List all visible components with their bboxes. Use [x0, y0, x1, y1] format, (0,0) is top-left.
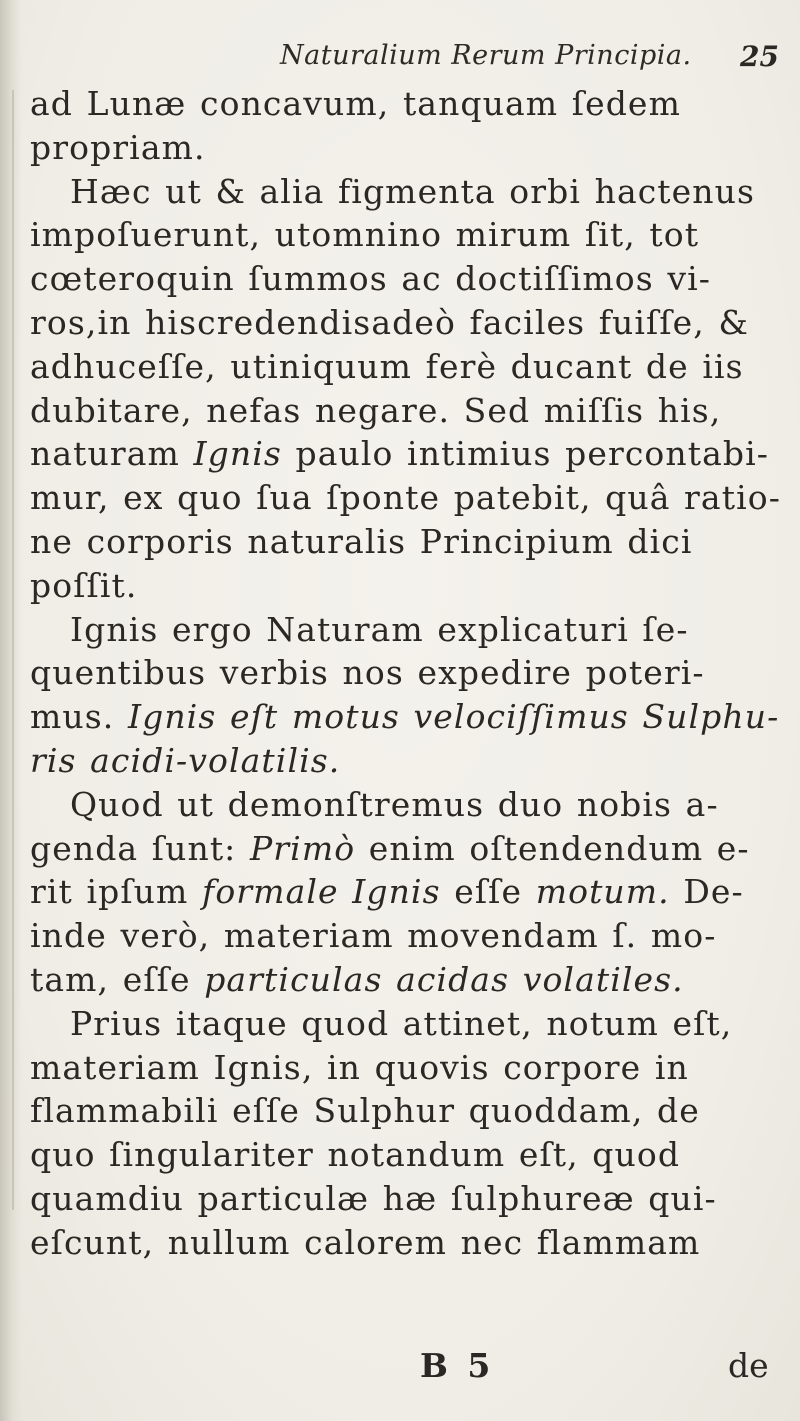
margin-rule — [12, 90, 14, 1210]
text-line — [30, 345, 790, 389]
text-run: poſſit. — [30, 565, 138, 605]
italic-text: particulas acidas volatiles. — [204, 959, 684, 999]
text-line — [30, 1133, 790, 1177]
text-run: enim oſtendendum e- — [355, 828, 750, 868]
text-run: naturam — [30, 434, 194, 474]
text-body — [30, 82, 790, 1265]
catchword: de — [728, 1346, 769, 1385]
text-run: quo ſingulariter notandum eſt, quod — [30, 1135, 681, 1175]
text-line — [30, 783, 790, 827]
text-run: quentibus verbis nos expedire poteri- — [30, 653, 705, 693]
text-line — [30, 257, 790, 301]
text-run: ne corporis naturalis Principium dici — [30, 521, 693, 561]
page-number: 25 — [740, 40, 779, 73]
text-line — [30, 1046, 790, 1090]
text-run: flammabili eſſe Sulphur quoddam, de — [30, 1091, 700, 1131]
text-run: eſſe — [440, 872, 536, 912]
text-run: genda ſunt: — [30, 828, 250, 868]
text-line — [30, 695, 790, 739]
text-run: rit ipſum — [30, 872, 203, 912]
text-run: impoſuerunt, utomnino mirum ſit, tot — [30, 215, 700, 255]
text-line — [30, 827, 790, 871]
text-line — [30, 476, 790, 520]
text-line — [30, 213, 790, 257]
text-run: quamdiu particulæ hæ ſulphureæ qui- — [30, 1178, 717, 1218]
text-run: Quod ut demonſtremus duo nobis a- — [70, 784, 719, 824]
italic-text: formale Ignis — [202, 872, 441, 912]
italic-text: ris acidi-volatilis. — [30, 740, 341, 780]
text-line — [30, 564, 790, 608]
text-run: dubitare, nefas negare. Sed miſſis his, — [30, 390, 722, 430]
text-line — [30, 82, 790, 126]
italic-text: motum. — [535, 872, 670, 912]
text-line — [30, 739, 790, 783]
text-line — [30, 870, 790, 914]
text-run: mur, ex quo ſua ſponte patebit, quâ ratio- — [30, 478, 781, 518]
italic-text: Primò — [250, 828, 356, 868]
text-run: Hæc ut & alia figmenta orbi hactenus — [70, 171, 756, 211]
running-title: Naturalium Rerum Principia. — [280, 40, 692, 71]
text-line — [30, 914, 790, 958]
signature-mark: B 5 — [420, 1346, 495, 1385]
text-run: Ignis ergo Naturam explicaturi ſe- — [70, 609, 689, 649]
text-run: cœteroquin ſummos ac doctiſſimos vi- — [30, 259, 712, 299]
text-run: inde verò, materiam movendam ſ. mo- — [30, 916, 717, 956]
text-line — [30, 301, 790, 345]
text-line — [30, 432, 790, 476]
text-run: eſcunt, nullum calorem nec flammam — [30, 1222, 701, 1262]
text-line — [30, 170, 790, 214]
italic-text: Ignis — [193, 434, 282, 474]
text-line — [30, 1089, 790, 1133]
text-run: ad Lunæ concavum, tanquam ſedem — [30, 84, 681, 123]
text-line — [30, 1177, 790, 1221]
text-run: mus. — [30, 697, 128, 737]
text-run: materiam Ignis, in quovis corpore in — [30, 1047, 689, 1087]
text-run: adhuceſſe, utiniquum ferè ducant de iis — [30, 346, 744, 386]
text-line — [30, 958, 790, 1002]
italic-text: Ignis eſt motus velociſſimus Sulphu- — [127, 697, 780, 737]
text-line — [30, 651, 790, 695]
text-run: De- — [669, 872, 744, 912]
text-line — [30, 520, 790, 564]
text-run: ros,in hiscredendisadeò faciles fuiſſe, & — [30, 302, 749, 342]
text-line — [30, 1002, 790, 1046]
text-line — [30, 1221, 790, 1265]
text-run: tam, eſſe — [30, 959, 205, 999]
gutter-shadow — [0, 0, 22, 1421]
text-line — [30, 126, 790, 170]
text-line — [30, 608, 790, 652]
text-run: paulo intimius percontabi- — [281, 434, 769, 474]
text-run: propriam. — [30, 127, 206, 167]
text-run: Prius itaque quod attinet, notum eſt, — [70, 1003, 733, 1043]
text-line — [30, 389, 790, 433]
